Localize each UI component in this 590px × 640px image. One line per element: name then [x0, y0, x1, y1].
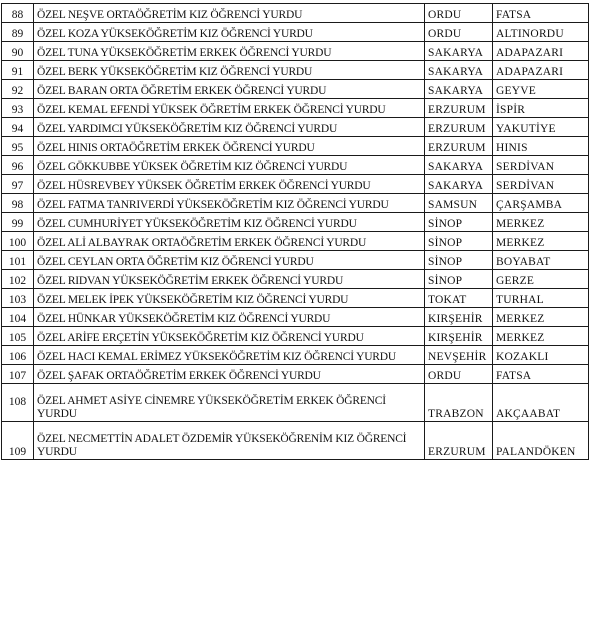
province: ORDU: [425, 23, 493, 42]
district: ADAPAZARI: [493, 61, 589, 80]
province: KIRŞEHİR: [425, 327, 493, 346]
row-number: 102: [2, 270, 34, 289]
row-number: 94: [2, 118, 34, 137]
table-row: [2, 118, 589, 137]
district: ADAPAZARI: [493, 42, 589, 61]
province: ERZURUM: [425, 137, 493, 156]
district: MERKEZ: [493, 213, 589, 232]
row-number: 89: [2, 23, 34, 42]
row-number: 103: [2, 289, 34, 308]
dormitory-name: ÖZEL ARİFE ERÇETİN YÜKSEKÖĞRETİM KIZ ÖĞRENCİ YURDU: [34, 327, 425, 346]
row-number: 95: [2, 137, 34, 156]
row-number: 109: [2, 422, 34, 460]
district: YAKUTİYE: [493, 118, 589, 137]
dormitory-name: ÖZEL HINIS ORTAÖĞRETİM ERKEK ÖĞRENCİ YURDU: [34, 137, 425, 156]
row-number: 92: [2, 80, 34, 99]
province: SİNOP: [425, 251, 493, 270]
table-row: [2, 156, 589, 175]
province: SİNOP: [425, 232, 493, 251]
table-row: [2, 61, 589, 80]
district: FATSA: [493, 4, 589, 23]
district: FATSA: [493, 365, 589, 384]
dormitory-name: ÖZEL GÖKKUBBE YÜKSEK ÖĞRETİM KIZ ÖĞRENCİ YURDU: [34, 156, 425, 175]
table-row: [2, 384, 589, 422]
province: SAKARYA: [425, 42, 493, 61]
province: TRABZON: [425, 384, 493, 422]
dormitory-name: ÖZEL ŞAFAK ORTAÖĞRETİM ERKEK ÖĞRENCİ YURDU: [34, 365, 425, 384]
row-number: 97: [2, 175, 34, 194]
table-row: [2, 251, 589, 270]
district: ÇARŞAMBA: [493, 194, 589, 213]
dormitory-name: ÖZEL KEMAL EFENDİ YÜKSEK ÖĞRETİM ERKEK ÖĞRENCİ YURDU: [34, 99, 425, 118]
table-row: [2, 175, 589, 194]
province: SAKARYA: [425, 80, 493, 99]
province: KIRŞEHİR: [425, 308, 493, 327]
row-number: 104: [2, 308, 34, 327]
dormitory-name: ÖZEL HACI KEMAL ERİMEZ YÜKSEKÖĞRETİM KIZ ÖĞRENCİ YURDU: [34, 346, 425, 365]
dormitory-name: ÖZEL ALİ ALBAYRAK ORTAÖĞRETİM ERKEK ÖĞRENCİ YURDU: [34, 232, 425, 251]
table-row: [2, 213, 589, 232]
district: ALTINORDU: [493, 23, 589, 42]
province: ERZURUM: [425, 118, 493, 137]
district: MERKEZ: [493, 327, 589, 346]
province: SİNOP: [425, 270, 493, 289]
table-row: [2, 23, 589, 42]
province: SAKARYA: [425, 156, 493, 175]
district: PALANDÖKEN: [493, 422, 589, 460]
table-row: [2, 80, 589, 99]
dormitory-name: ÖZEL HÜNKAR YÜKSEKÖĞRETİM KIZ ÖĞRENCİ YURDU: [34, 308, 425, 327]
table-row: [2, 99, 589, 118]
province: ERZURUM: [425, 99, 493, 118]
table-row: [2, 308, 589, 327]
row-number: 88: [2, 4, 34, 23]
row-number: 108: [2, 384, 34, 422]
row-number: 91: [2, 61, 34, 80]
district: AKÇAABAT: [493, 384, 589, 422]
dormitory-name: ÖZEL FATMA TANRIVERDİ YÜKSEKÖĞRETİM KIZ ÖĞRENCİ YURDU: [34, 194, 425, 213]
dormitory-name: ÖZEL KOZA YÜKSEKÖĞRETİM KIZ ÖĞRENCİ YURDU: [34, 23, 425, 42]
province: NEVŞEHİR: [425, 346, 493, 365]
province: ORDU: [425, 365, 493, 384]
district: MERKEZ: [493, 232, 589, 251]
dormitory-name: ÖZEL NECMETTİN ADALET ÖZDEMİR YÜKSEKÖĞRENİM KIZ ÖĞRENCİ YURDU: [34, 422, 425, 460]
district: KOZAKLI: [493, 346, 589, 365]
dormitory-name: ÖZEL HÜSREVBEY YÜKSEK ÖĞRETİM ERKEK ÖĞRENCİ YURDU: [34, 175, 425, 194]
district: HINIS: [493, 137, 589, 156]
row-number: 101: [2, 251, 34, 270]
district: SERDİVAN: [493, 156, 589, 175]
row-number: 99: [2, 213, 34, 232]
table-row: [2, 422, 589, 460]
dormitory-table-body: [2, 4, 589, 460]
table-row: [2, 365, 589, 384]
district: TURHAL: [493, 289, 589, 308]
row-number: 107: [2, 365, 34, 384]
row-number: 96: [2, 156, 34, 175]
table-row: [2, 42, 589, 61]
province: SAKARYA: [425, 175, 493, 194]
table-row: [2, 289, 589, 308]
dormitory-name: ÖZEL CEYLAN ORTA ÖĞRETİM KIZ ÖĞRENCİ YURDU: [34, 251, 425, 270]
district: BOYABAT: [493, 251, 589, 270]
row-number: 98: [2, 194, 34, 213]
table-row: [2, 232, 589, 251]
province: SAMSUN: [425, 194, 493, 213]
district: GERZE: [493, 270, 589, 289]
dormitory-name: ÖZEL CUMHURİYET YÜKSEKÖĞRETİM KIZ ÖĞRENCİ YURDU: [34, 213, 425, 232]
dormitory-name: ÖZEL AHMET ASİYE CİNEMRE YÜKSEKÖĞRETİM ERKEK ÖĞRENCİ YURDU: [34, 384, 425, 422]
province: TOKAT: [425, 289, 493, 308]
table-row: [2, 4, 589, 23]
dormitory-name: ÖZEL MELEK İPEK YÜKSEKÖĞRETİM KIZ ÖĞRENCİ YURDU: [34, 289, 425, 308]
dormitory-table: [1, 3, 589, 460]
district: İSPİR: [493, 99, 589, 118]
table-row: [2, 270, 589, 289]
table-row: [2, 327, 589, 346]
dormitory-name: ÖZEL NEŞVE ORTAÖĞRETİM KIZ ÖĞRENCİ YURDU: [34, 4, 425, 23]
row-number: 90: [2, 42, 34, 61]
table-row: [2, 346, 589, 365]
district: GEYVE: [493, 80, 589, 99]
province: ERZURUM: [425, 422, 493, 460]
dormitory-name: ÖZEL RIDVAN YÜKSEKÖĞRETİM ERKEK ÖĞRENCİ YURDU: [34, 270, 425, 289]
row-number: 100: [2, 232, 34, 251]
table-row: [2, 137, 589, 156]
province: SAKARYA: [425, 61, 493, 80]
district: SERDİVAN: [493, 175, 589, 194]
dormitory-name: ÖZEL YARDIMCI YÜKSEKÖĞRETİM KIZ ÖĞRENCİ YURDU: [34, 118, 425, 137]
dormitory-name: ÖZEL TUNA YÜKSEKÖĞRETİM ERKEK ÖĞRENCİ YURDU: [34, 42, 425, 61]
dormitory-name: ÖZEL BARAN ORTA ÖĞRETİM ERKEK ÖĞRENCİ YURDU: [34, 80, 425, 99]
table-row: [2, 194, 589, 213]
row-number: 93: [2, 99, 34, 118]
row-number: 106: [2, 346, 34, 365]
dormitory-name: ÖZEL BERK YÜKSEKÖĞRETİM KIZ ÖĞRENCİ YURDU: [34, 61, 425, 80]
province: SİNOP: [425, 213, 493, 232]
province: ORDU: [425, 4, 493, 23]
district: MERKEZ: [493, 308, 589, 327]
row-number: 105: [2, 327, 34, 346]
